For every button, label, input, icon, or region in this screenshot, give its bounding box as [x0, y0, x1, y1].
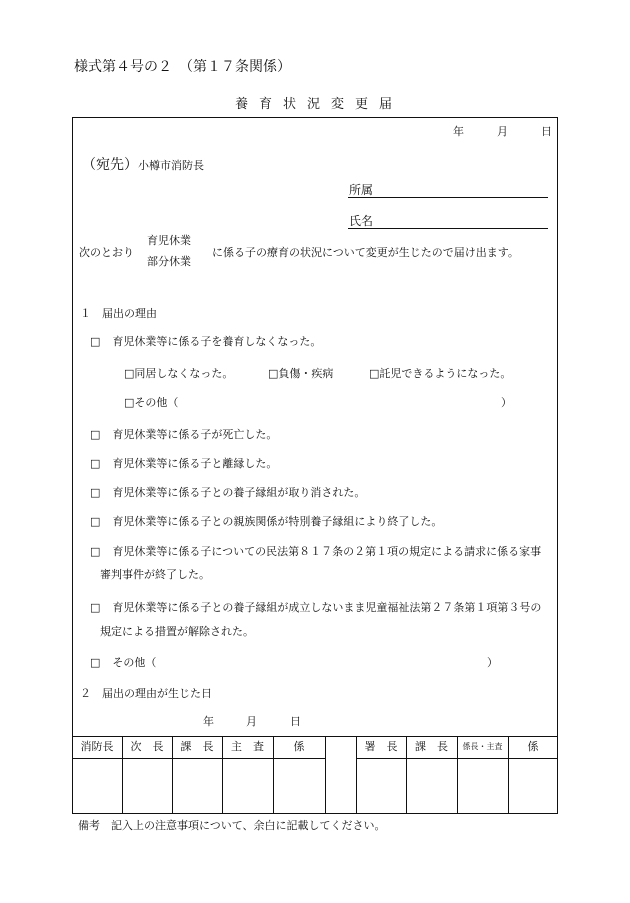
occurrence-month: 月	[246, 715, 257, 728]
reason-row-adoption-cancelled	[90, 487, 365, 498]
reason-row-civil-code	[90, 546, 541, 557]
footer-note: 備考 記入上の注意事項について、余白に記載してください。	[78, 819, 386, 832]
sub-reason-childcare-available[interactable]: □託児できるようになった。	[369, 367, 512, 380]
statement-option-childcare-leave[interactable]: 育児休業	[147, 234, 191, 247]
affiliation-label: 所属	[349, 183, 374, 197]
reason-row-other	[90, 657, 156, 668]
reason-row-dissolved	[90, 458, 277, 469]
affiliation-field[interactable]	[348, 197, 548, 198]
statement-lead: 次のとおり	[79, 246, 134, 259]
checkbox[interactable]: □	[90, 656, 101, 669]
reason-row-special-adoption	[90, 516, 442, 527]
checkbox[interactable]: □	[90, 486, 101, 499]
sub-reason-other[interactable]: □その他（	[124, 396, 179, 409]
approval-header-section-chief: 課 長	[180, 740, 214, 753]
reason-text: 育児休業等に係る子と離縁した。	[112, 457, 278, 470]
approval-header-section-chief-right: 課 長	[415, 740, 448, 753]
name-field[interactable]	[348, 228, 548, 229]
approval-header-chief-clerk: 主 査	[231, 740, 264, 753]
checkbox[interactable]: □	[90, 515, 101, 528]
approval-header-station-chief: 署 長	[364, 740, 398, 753]
reason-text: その他（	[112, 656, 157, 669]
name-label: 氏名	[349, 214, 374, 228]
reason-row-child-welfare-line2: 規定による措置が解除された。	[100, 625, 254, 638]
approval-header-divider-left	[72, 758, 326, 759]
reason-row-child-welfare	[90, 602, 541, 613]
date-month: 月	[497, 125, 508, 138]
checkbox[interactable]: □	[90, 457, 101, 470]
reason-row-child-died	[90, 429, 277, 440]
checkbox[interactable]: □	[90, 335, 101, 348]
date-year: 年	[453, 125, 464, 138]
statement-option-partial-leave[interactable]: 部分休業	[147, 255, 191, 268]
approval-header-subsection-chief: 係長・主査	[462, 742, 503, 751]
sub-reason-other-close: ）	[501, 396, 512, 409]
section2-heading: ２ 届出の理由が生じた日	[80, 687, 212, 700]
section1-heading: １ 届出の理由	[80, 307, 157, 320]
reason-row-no-longer-raising	[90, 336, 321, 347]
sub-reason-injury-illness[interactable]: □負傷・疾病	[268, 367, 334, 380]
checkbox[interactable]: □	[90, 428, 101, 441]
addressee-prefix: （宛先）	[82, 157, 138, 173]
statement-rest: に係る子の療育の状況について変更が生じたので届け出ます。	[212, 246, 519, 259]
form-title: 養育状況変更届	[235, 97, 404, 112]
reason-text: 育児休業等に係る子についての民法第８１７条の２第１項の規定による請求に係る家事	[112, 545, 542, 558]
occurrence-day: 日	[290, 715, 301, 728]
approval-divider	[325, 736, 326, 814]
reason-other-close: ）	[487, 656, 498, 669]
reason-text: 育児休業等に係る子を養育しなくなった。	[112, 335, 322, 348]
addressee	[82, 156, 204, 172]
form-number: 様式第４号の２ （第１７条関係）	[74, 59, 291, 75]
reason-text: 育児休業等に係る子との親族関係が特別養子縁組により終了した。	[112, 515, 443, 528]
reason-row-civil-code-line2: 審判事件が終了した。	[100, 568, 210, 581]
checkbox[interactable]: □	[90, 601, 101, 614]
occurrence-year: 年	[203, 715, 214, 728]
sub-reason-not-cohabiting[interactable]: □同居しなくなった。	[124, 367, 234, 380]
approval-header-fire-chief: 消防長	[80, 740, 114, 753]
approval-header-staff: 係	[293, 740, 305, 753]
approval-header-deputy-chief: 次 長	[130, 740, 164, 753]
date-day: 日	[541, 125, 552, 138]
reason-text: 育児休業等に係る子との養子縁組が成立しないまま児童福祉法第２７条第１項第３号の	[112, 601, 542, 614]
reason-text: 育児休業等に係る子が死亡した。	[112, 428, 278, 441]
addressee-name: 小樽市消防長	[138, 159, 204, 172]
approval-header-staff-right: 係	[527, 740, 539, 753]
checkbox[interactable]: □	[90, 545, 101, 558]
reason-text: 育児休業等に係る子との養子縁組が取り消された。	[112, 486, 366, 499]
